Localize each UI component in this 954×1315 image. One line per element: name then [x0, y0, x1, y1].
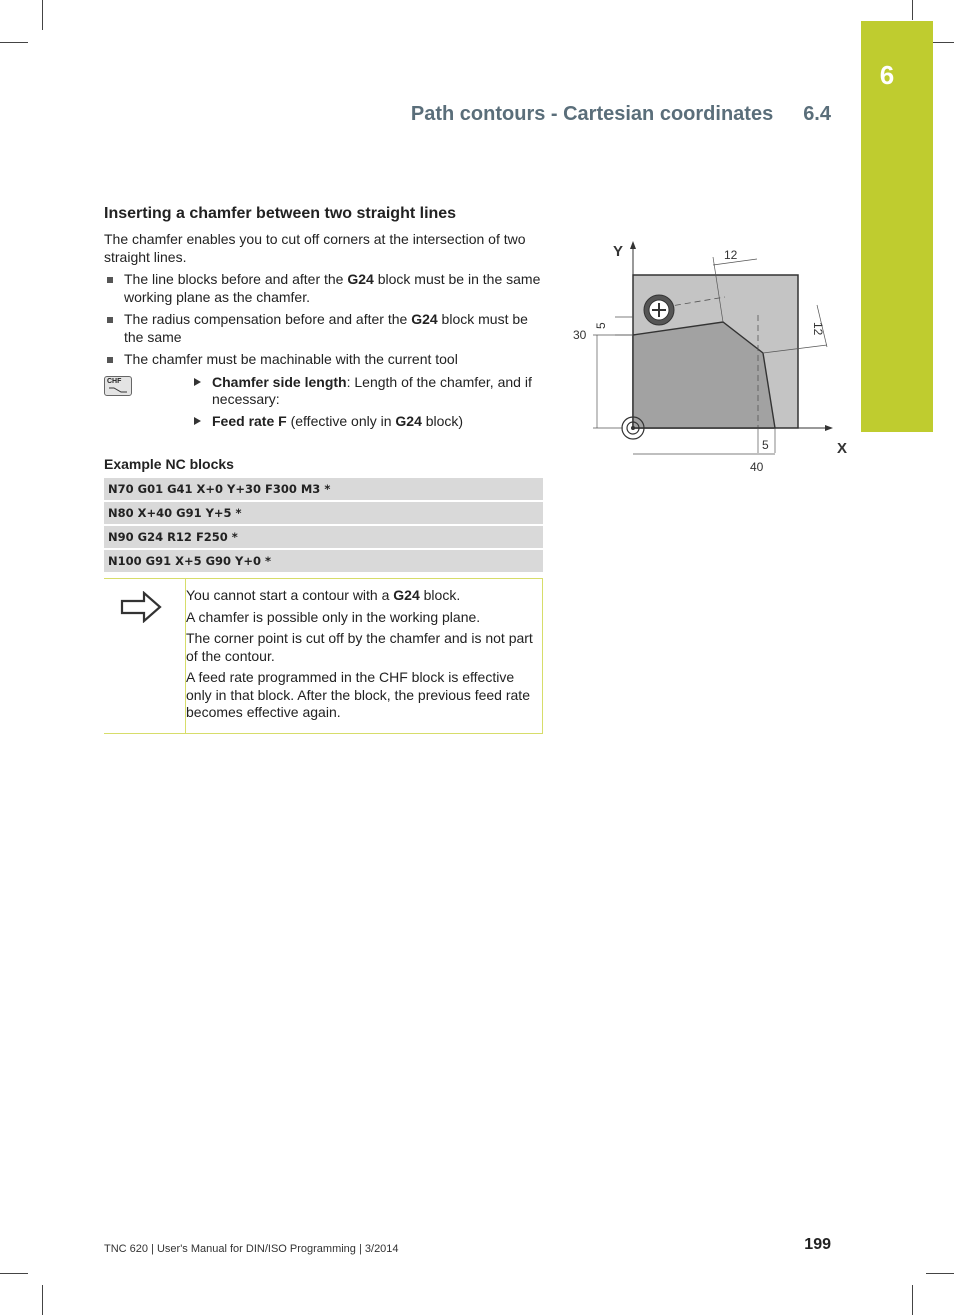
intro-paragraph: The chamfer enables you to cut off corners at the intersection of two straight lines. [104, 231, 526, 265]
note-icon-cell [104, 579, 186, 733]
list-item: Feed rate F (effective only in G24 block) [192, 413, 544, 431]
crop-mark [0, 42, 28, 43]
softkey-label: CHF [107, 377, 122, 385]
y-axis-label: Y [613, 243, 624, 260]
header-section: 6.4 [803, 103, 831, 125]
section-heading: Inserting a chamfer between two straight lines [104, 205, 457, 222]
example-heading: Example NC blocks [104, 455, 234, 472]
x-axis-arrow [825, 425, 833, 431]
milling-tool-icon [644, 295, 674, 325]
crop-mark [912, 1285, 913, 1315]
table-row: N100 G91 X+5 G90 Y+0 * [104, 550, 543, 574]
softkey-params [104, 374, 544, 442]
note-line: A feed rate programmed in the CHF block is effective only in that block. After the block, the previous feed rate becomes effective again. [186, 669, 530, 720]
origin-symbol [631, 426, 635, 430]
running-header [411, 103, 831, 126]
note-line: The corner point is cut off by the chamfer and is not part of the contour. [186, 630, 533, 664]
dimension-label: 30 [573, 328, 587, 342]
chf-softkey[interactable] [104, 376, 132, 396]
nc-block-table [104, 478, 543, 574]
chamfer-diagram [565, 235, 855, 475]
dimension-label: 5 [594, 322, 608, 329]
crop-mark [0, 1273, 28, 1274]
dimension-label: 12 [811, 322, 825, 336]
list-item: The chamfer must be machinable with the current tool [104, 351, 544, 369]
table-row: N90 G24 R12 F250 * [104, 526, 543, 550]
note-line: You cannot start a contour with a G24 block. [186, 587, 461, 603]
list-item: Chamfer side length: Length of the chamfer, and if necessary: [192, 374, 544, 409]
arrow-right-icon [120, 591, 164, 623]
table-row: N70 G01 G41 X+0 Y+30 F300 M3 * [104, 478, 543, 502]
dimension-label: 40 [750, 460, 764, 474]
crop-mark [912, 0, 913, 20]
chamfer-icon [108, 387, 128, 393]
chapter-number: 6 [879, 60, 895, 90]
footer-text: TNC 620 | User's Manual for DIN/ISO Programming | 3/2014 [104, 1243, 399, 1255]
bullet-list [104, 271, 544, 369]
parameter-list [192, 374, 544, 435]
note-box [104, 578, 543, 734]
dimension-label: 5 [762, 438, 769, 452]
crop-mark [42, 1285, 43, 1315]
list-item: The radius compensation before and after the G24 block must be the same [104, 311, 544, 346]
list-item: The line blocks before and after the G24 block must be in the same working plane as the chamfer. [104, 271, 544, 306]
table-row: N80 X+40 G91 Y+5 * [104, 502, 543, 526]
header-title: Path contours - Cartesian coordinates [410, 103, 774, 125]
dimension-label: 12 [724, 248, 738, 262]
crop-mark [926, 1273, 954, 1274]
note-line: A chamfer is possible only in the working plane. [186, 608, 481, 625]
page-number: 199 [804, 1236, 831, 1253]
y-axis-arrow [630, 241, 636, 249]
main-content [104, 205, 544, 574]
note-text [186, 587, 536, 726]
x-axis-label: X [837, 440, 848, 457]
crop-mark [42, 0, 43, 30]
